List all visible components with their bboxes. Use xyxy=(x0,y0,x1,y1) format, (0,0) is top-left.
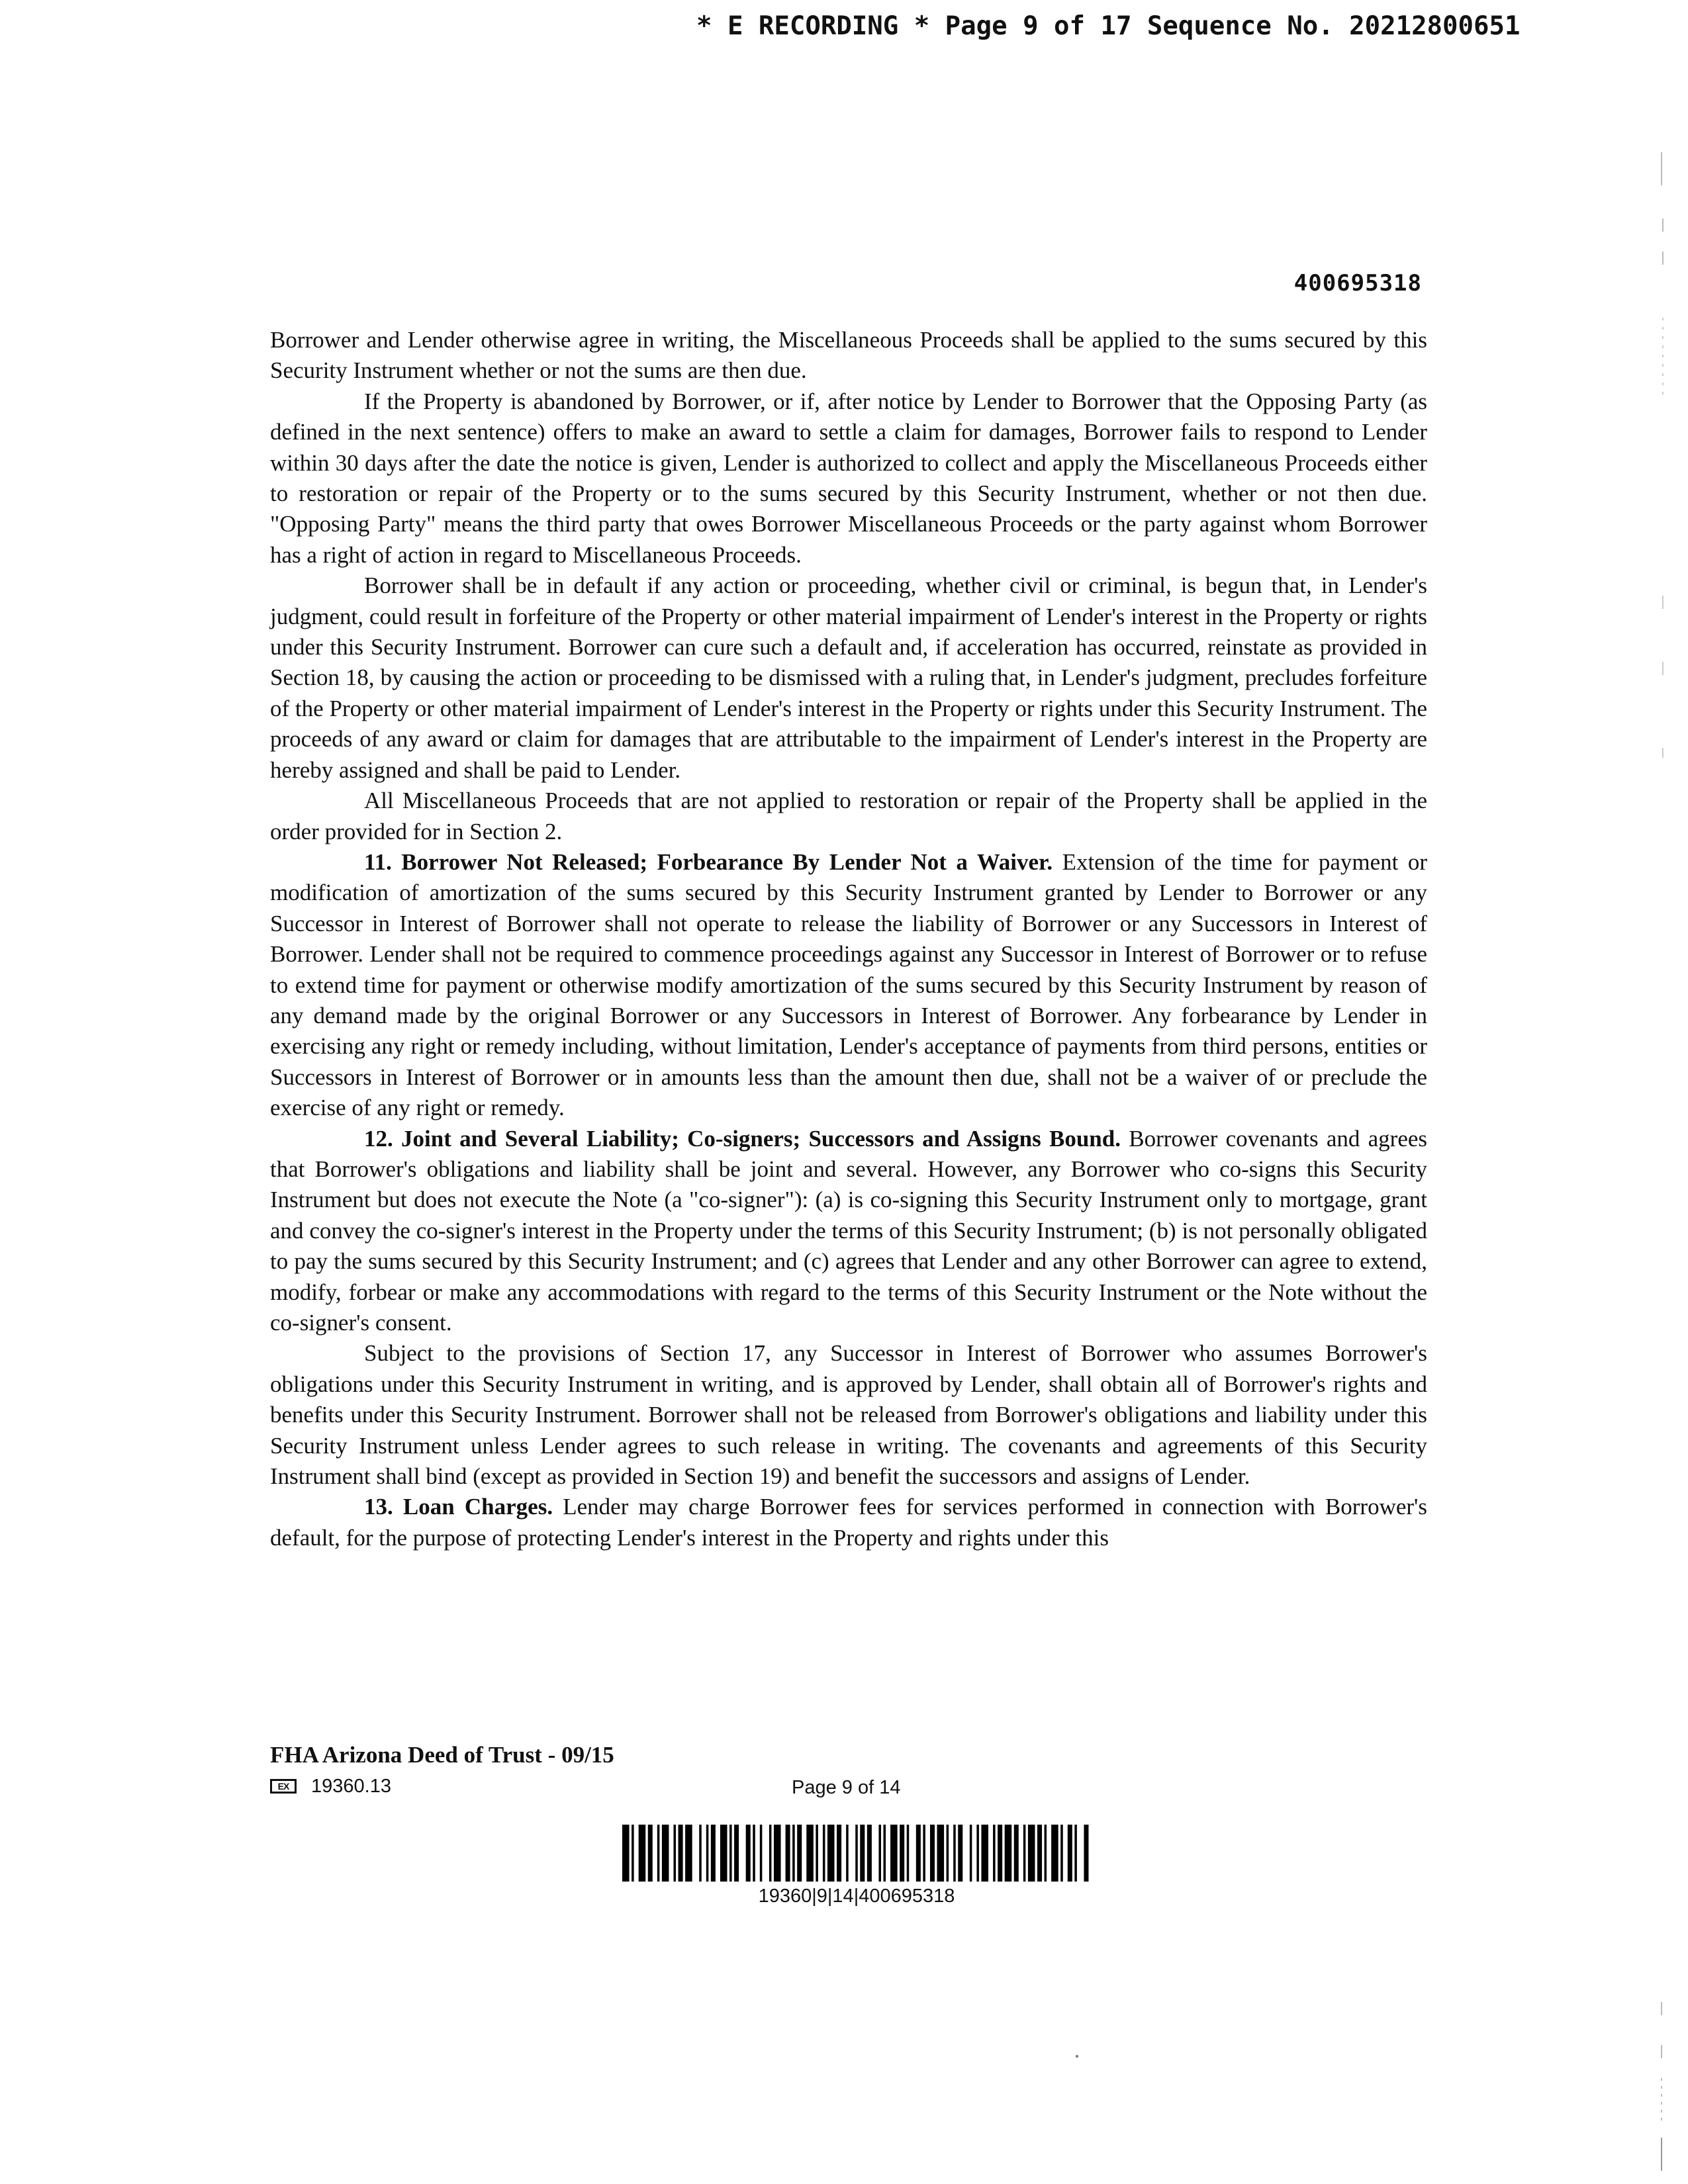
scan-edge-marks xyxy=(1655,0,1675,2184)
section-heading: 11. Borrower Not Released; Forbearance By Lender Not a Waiver. xyxy=(364,848,1053,875)
paragraph-text: If the Property is abandoned by Borrower, or if, after notice by Lender to Borrower that the Opposing Party (as defined in the next sentence) offers to make an award to settle a claim for damages, Borrower fails to respond to Lender within 30 days after the date the notice is given, Lender is authorized to collect and apply the Miscellaneous Proceeds either to restoration or repair of the Property or to the sums secured by this Security Instrument, whether or not then due. "Opposing Party" means the third party that owes Borrower Miscellaneous Proceeds or the party against whom Borrower has a right of action in regard to Miscellaneous Proceeds. xyxy=(270,388,1427,568)
section-12-joint-and-several-liability xyxy=(270,1124,1427,1339)
barcode-icon xyxy=(622,1825,1091,1882)
paragraph-text: Extension of the time for payment or modification of amortization of the sums secured by this Security Instrument granted by Lender to Borrower or any Successor in Interest of Borrower shall not operate to release the liability of Borrower or any Successors in Interest of Borrower. Lender shall not be required to commence proceedings against any Successor in Interest of Borrower or to refuse to extend time for payment or otherwise modify amortization of the sums secured by this Security Instrument by reason of any demand made by the original Borrower or any Successors in Interest of Borrower. Any forbearance by Lender in exercising any right or remedy including, without limitation, Lender's acceptance of payments from third persons, entities or Successors in Interest of Borrower or in amounts less than the amount then due, shall not be a waiver of or preclude the exercise of any right or remedy. xyxy=(270,848,1427,1121)
paragraph-p2 xyxy=(270,387,1427,570)
paragraph-text: Borrower covenants and agrees that Borrower's obligations and liability shall be joint and several. However, any Borrower who co-signs this Security Instrument but does not execute the Note (a "co-signer"): (a) is co-signing this Security Instrument only to mortgage, grant and convey the co-signer's interest in the Property under the terms of this Security Instrument; (b) is not personally obligated to pay the sums secured by this Security Instrument; and (c) agrees that Lender and any other Borrower can agree to extend, modify, forbear or make any accommodations with regard to the terms of this Security Instrument or the Note without the co-signer's consent. xyxy=(270,1125,1428,1336)
paragraph-p3 xyxy=(270,570,1427,786)
paragraph-text: Subject to the provisions of Section 17, any Successor in Interest of Borrower who assumes Borrower's obligations under this Security Instrument in writing, and is approved by Lender, shall obtain all of Borrower's rights and benefits under this Security Instrument. Borrower shall not be released from Borrower's obligations and liability under this Security Instrument unless Lender agrees to such release in writing. The covenants and agreements of this Security Instrument shall bind (except as provided in Section 19) and benefit the successors and assigns of Lender. xyxy=(270,1340,1427,1490)
page-indicator: Page 9 of 14 xyxy=(792,1777,901,1798)
section-heading: 12. Joint and Several Liability; Co-signers; Successors and Assigns Bound. xyxy=(364,1125,1121,1152)
form-number: 19360.13 xyxy=(311,1776,391,1797)
paragraph-p1 xyxy=(270,325,1427,387)
ellie-mae-logo-icon: EX xyxy=(270,1779,297,1794)
document-body xyxy=(270,325,1427,1553)
barcode-text: 19360|9|14|400695318 xyxy=(758,1886,955,1907)
paragraph-p4 xyxy=(270,786,1427,847)
scan-speck xyxy=(1076,2055,1078,2058)
section-heading: 13. Loan Charges. xyxy=(364,1494,553,1520)
loan-number: 400695318 xyxy=(1293,270,1422,296)
form-title: FHA Arizona Deed of Trust - 09/15 xyxy=(270,1742,614,1768)
section-13-loan-charges xyxy=(270,1492,1427,1553)
form-id-line xyxy=(270,1773,391,1799)
paragraph-p7 xyxy=(270,1338,1427,1492)
paragraph-text: Lender may charge Borrower fees for services performed in connection with Borrower's default, for the purpose of protecting Lender's interest in the Property and rights under this xyxy=(270,1494,1427,1551)
section-11-borrower-not-released xyxy=(270,847,1427,1124)
paragraph-text: Borrower shall be in default if any action or proceeding, whether civil or criminal, is begun that, in Lender's judgment, could result in forfeiture of the Property or other material impairment of Lender's interest in the Property or rights under this Security Instrument. Borrower can cure such a default and, if acceleration has occurred, reinstate as provided in Section 18, by causing the action or proceeding to be dismissed with a ruling that, in Lender's judgment, precludes forfeiture of the Property or other material impairment of Lender's interest in the Property or rights under this Security Instrument. The proceeds of any award or claim for damages that are attributable to the impairment of Lender's interest in the Property are hereby assigned and shall be paid to Lender. xyxy=(270,572,1427,783)
recording-header: * E RECORDING * Page 9 of 17 Sequence No. 20212800651 xyxy=(696,11,1521,41)
paragraph-text: All Miscellaneous Proceeds that are not applied to restoration or repair of the Property shall be applied in the order provided for in Section 2. xyxy=(270,788,1427,844)
paragraph-text: Borrower and Lender otherwise agree in writing, the Miscellaneous Proceeds shall be applied to the sums secured by this Security Instrument whether or not the sums are then due. xyxy=(270,327,1427,384)
